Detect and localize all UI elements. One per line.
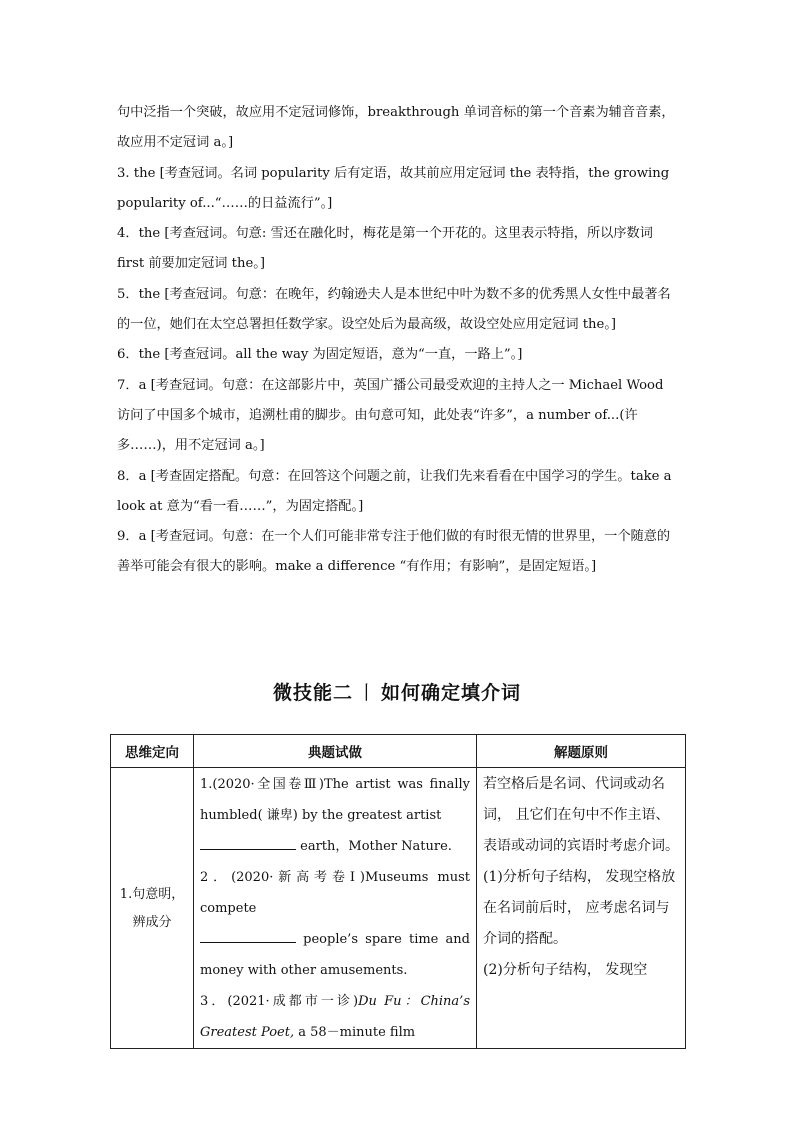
example-2-tail: people’s spare time and money with other amusements. xyxy=(200,932,470,978)
answer-continuation: 句中泛指一个突破，故应用不定冠词修饰，breakthrough 单词音标的第一个音素为辅音音素，故应用不定冠词 a。] xyxy=(117,105,675,151)
answer-item-6: 6．the [考查冠词。all the way 为固定短语，意为“一直，一路上”。] xyxy=(117,347,523,363)
example-3-source: 3．(2021·成都市一诊) xyxy=(200,994,359,1009)
principle-general: 若空格后是名词、代词或动名词， 且它们在句中不作主语、表语或动词的宾语时考虑介词。 xyxy=(483,776,679,854)
answer-item-3: 3. the [考查冠词。名词 popularity 后有定语，故其前应用定冠词 the 表特指，the growing popularity of...“……的日益流行”。] xyxy=(117,165,670,211)
header-examples: 典题试做 xyxy=(194,735,477,768)
table-row xyxy=(111,768,686,1049)
example-3-film-title: Du Fu：China’s Greatest Poet, xyxy=(200,994,470,1040)
answer-item-7: 7．a [考查冠词。句意：在这部影片中，英国广播公司最受欢迎的主持人之一 Michael Wood 访问了中国多个城市，追溯杜甫的脚步。由句意可知，此处表“许多”，a number of...(许多……)，用不定冠词 a。] xyxy=(117,377,664,454)
example-1-stem: 1.(2020·全国卷Ⅲ)The artist was finally humbled( 谦卑) by the greatest artist xyxy=(200,777,470,823)
answer-item-8: 8．a [考查固定搭配。句意：在回答这个问题之前，让我们先来看看在中国学习的学生。take a look at 意为“看一看……”，为固定搭配。] xyxy=(117,468,672,514)
answer-item-4: 4．the [考查冠词。句意: 雪还在融化时，梅花是第一个开花的。这里表示特指，所以序数词 first 前要加定冠词 the。] xyxy=(117,226,653,272)
answer-item-5: 5．the [考查冠词。句意：在晚年，约翰逊夫人是本世纪中叶为数不多的优秀黑人女性中最著名的一位，她们在太空总署担任数学家。设空处后为最高级，故设空处应用定冠词 the。] xyxy=(117,286,671,333)
principle-2: (2)分析句子结构， 发现空 xyxy=(483,962,648,978)
skill-table xyxy=(110,734,686,1049)
section-title-separator: 丨 xyxy=(356,682,377,704)
header-direction: 思维定向 xyxy=(111,735,194,768)
examples-cell xyxy=(194,768,477,1049)
table-header-row xyxy=(111,735,686,768)
answer-item-9: 9．a [考查冠词。句意：在一个人们可能非常专注于他们做的有时很无情的世界里，一个随意的善举可能会有很大的影响。make a difference “有作用；有影响”，是固定短语。] xyxy=(117,529,671,575)
principles-cell xyxy=(477,768,686,1049)
example-1-tail: earth，Mother Nature. xyxy=(296,839,452,854)
header-principles: 解题原则 xyxy=(477,735,686,768)
direction-cell: 1.句意明，辨成分 xyxy=(111,768,194,1049)
answer-explanations xyxy=(117,98,677,583)
example-3-tail: a 58－minute film xyxy=(294,1025,416,1040)
answer-blank xyxy=(200,930,296,943)
answer-blank xyxy=(200,837,296,850)
example-2-stem: 2．(2020·新高考卷Ⅰ)Museums must compete xyxy=(200,870,470,916)
principle-1: (1)分析句子结构， 发现空格放在名词前后时， 应考虑名词与介词的搭配。 xyxy=(483,869,676,947)
section-title-right: 如何确定填介词 xyxy=(381,682,522,704)
section-title-left: 微技能二 xyxy=(272,682,353,704)
section-title xyxy=(0,678,794,705)
